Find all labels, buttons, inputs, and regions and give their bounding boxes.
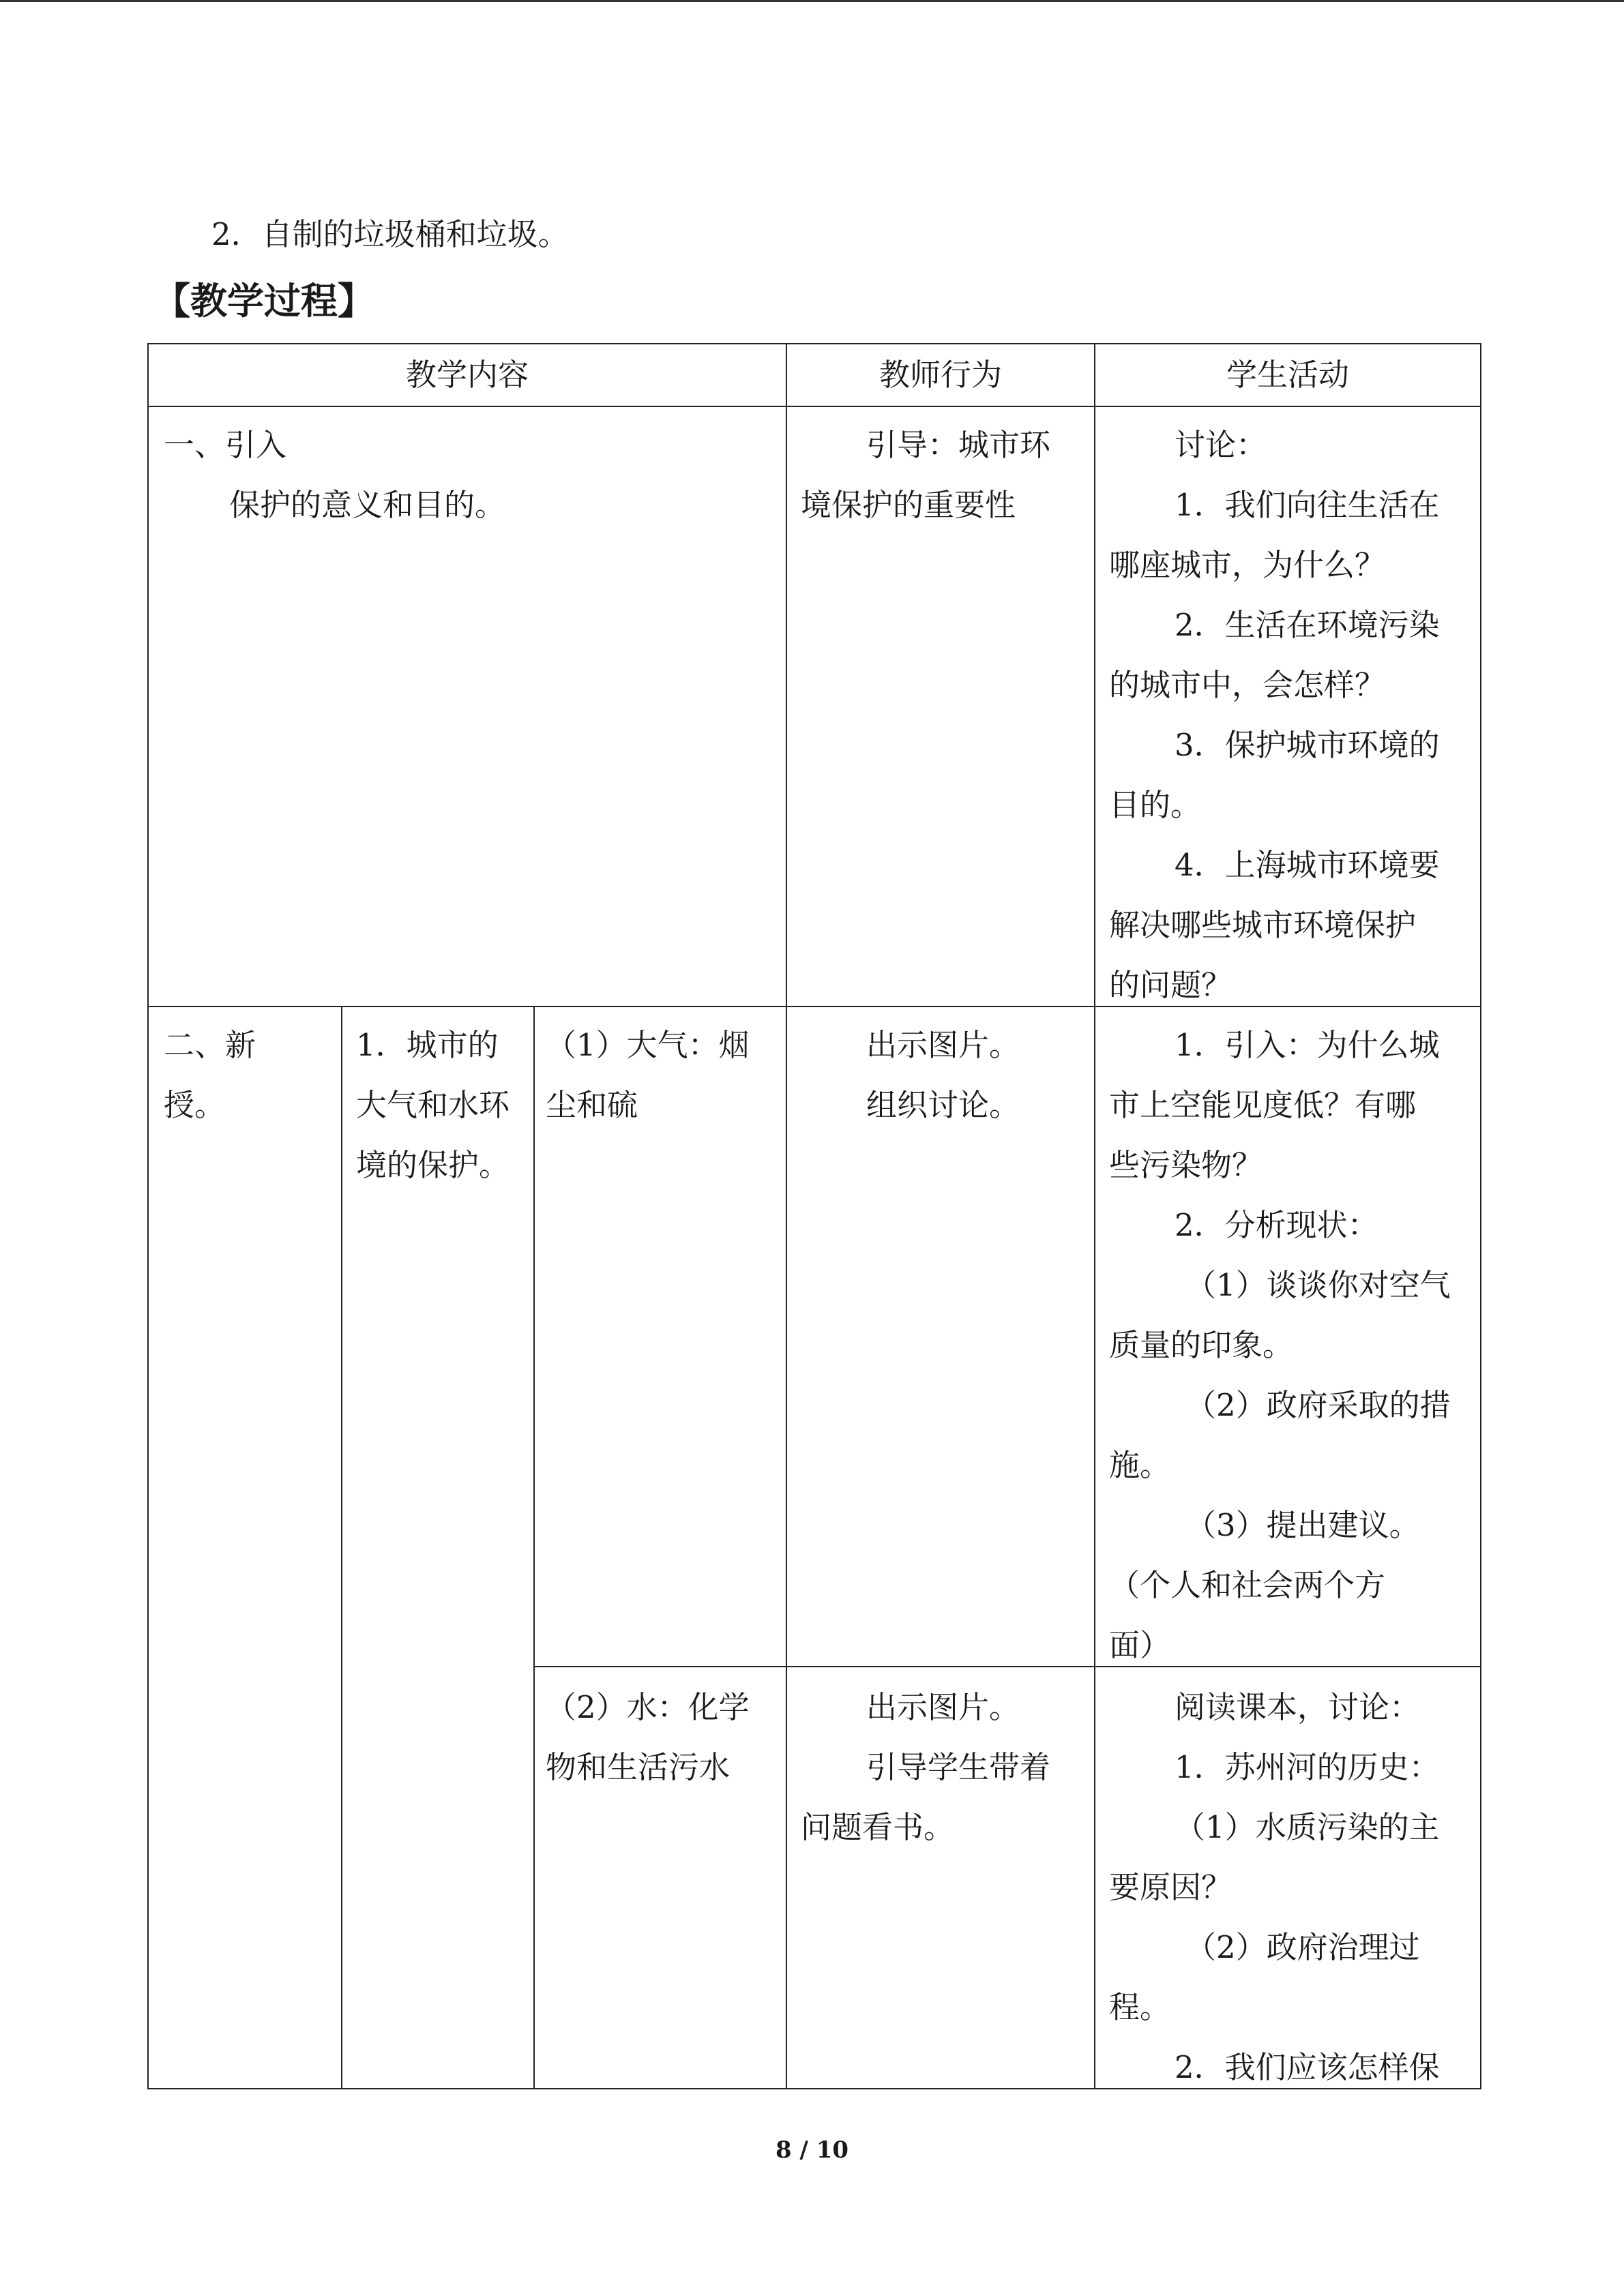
text-line: 2．生活在环境污染 [1175,607,1440,643]
text-line: 组织讨论。 [866,1087,1020,1123]
header-student: 学生活动 [1226,357,1349,393]
water-student-text [1109,1678,1440,2098]
text-line: 问题看书。 [801,1809,955,1845]
text-line: 出示图片。 [866,1027,1020,1063]
text-line: 讨论： [1175,427,1267,463]
text-line: 出示图片。 [866,1689,1020,1725]
materials-item-2: 2．自制的垃圾桶和垃圾。 [211,216,569,252]
text-line: 大气和水环 [356,1087,510,1123]
text-line: 境保护的重要性 [801,487,1016,523]
air-teacher-text [801,1015,1020,1135]
text-line: 要原因？ [1109,1869,1232,1905]
header-content: 教学内容 [405,357,529,393]
text-line: 阅读课本，讨论： [1175,1689,1421,1725]
air-subtopic-text [546,1015,750,1135]
text-line: 程。 [1109,1989,1171,2025]
water-subtopic-text [546,1678,750,1798]
text-line: 引导：城市环 [866,427,1051,463]
text-line: 的城市中，会怎样？ [1109,667,1386,703]
intro-student-text [1109,415,1440,1015]
text-line: （个人和社会两个方 [1109,1567,1386,1603]
text-line: 2．我们应该怎样保 [1175,2049,1440,2085]
text-line: 引导学生带着 [866,1749,1051,1785]
text-line: 哪座城市，为什么？ [1109,547,1386,583]
text-line: 施。 [1109,1447,1171,1483]
page-number: 8 / 10 [775,2136,849,2164]
text-line: 4．上海城市环境要 [1175,847,1440,883]
text-line: 3．保护城市环境的 [1175,727,1440,763]
text-line: 授。 [164,1087,226,1123]
text-line: 1．城市的 [356,1027,499,1063]
section-heading: 【教学过程】 [153,280,374,323]
text-line: 市上空能见度低？有哪 [1109,1087,1417,1123]
text-line: 境的保护。 [356,1147,510,1183]
top-border-line [0,0,1624,2]
new-lesson-label-cell [147,1006,342,2089]
text-line: 2．分析现状： [1175,1207,1378,1243]
new-lesson-topic [356,1015,510,1195]
text-line: （2）政府采取的措 [1185,1387,1451,1423]
water-teacher-text [801,1678,1050,1858]
intro-purpose: 保护的意义和目的。 [229,487,506,523]
text-line: （2）政府治理过 [1185,1929,1420,1965]
new-lesson-label [164,1015,256,1135]
text-line: （1）谈谈你对空气 [1185,1267,1451,1303]
text-line: （2）水：化学 [546,1689,750,1725]
air-student-text [1109,1015,1451,1675]
text-line: 二、新 [164,1027,256,1063]
text-line: （1）水质污染的主 [1175,1809,1440,1845]
header-teacher: 教师行为 [879,357,1002,393]
text-line: 尘和硫 [546,1087,638,1123]
intro-teacher-text [801,415,1050,535]
text-line: 目的。 [1109,787,1202,823]
intro-content-text [164,415,505,535]
text-line: 面） [1109,1627,1171,1663]
text-line: 1．苏州河的历史： [1175,1749,1440,1785]
text-line: 1．引入：为什么城 [1175,1027,1440,1063]
text-line: （3）提出建议。 [1185,1507,1420,1543]
text-line: （1）大气：烟 [546,1027,750,1063]
text-line: 1．我们向往生活在 [1175,487,1440,523]
text-line: 解决哪些城市环境保护 [1109,907,1417,943]
text-line: 质量的印象。 [1109,1327,1294,1363]
intro-title: 一、引入 [164,427,287,463]
text-line: 些污染物？ [1109,1147,1263,1183]
text-line: 的问题？ [1109,967,1232,1003]
text-line: 物和生活污水 [546,1749,730,1785]
